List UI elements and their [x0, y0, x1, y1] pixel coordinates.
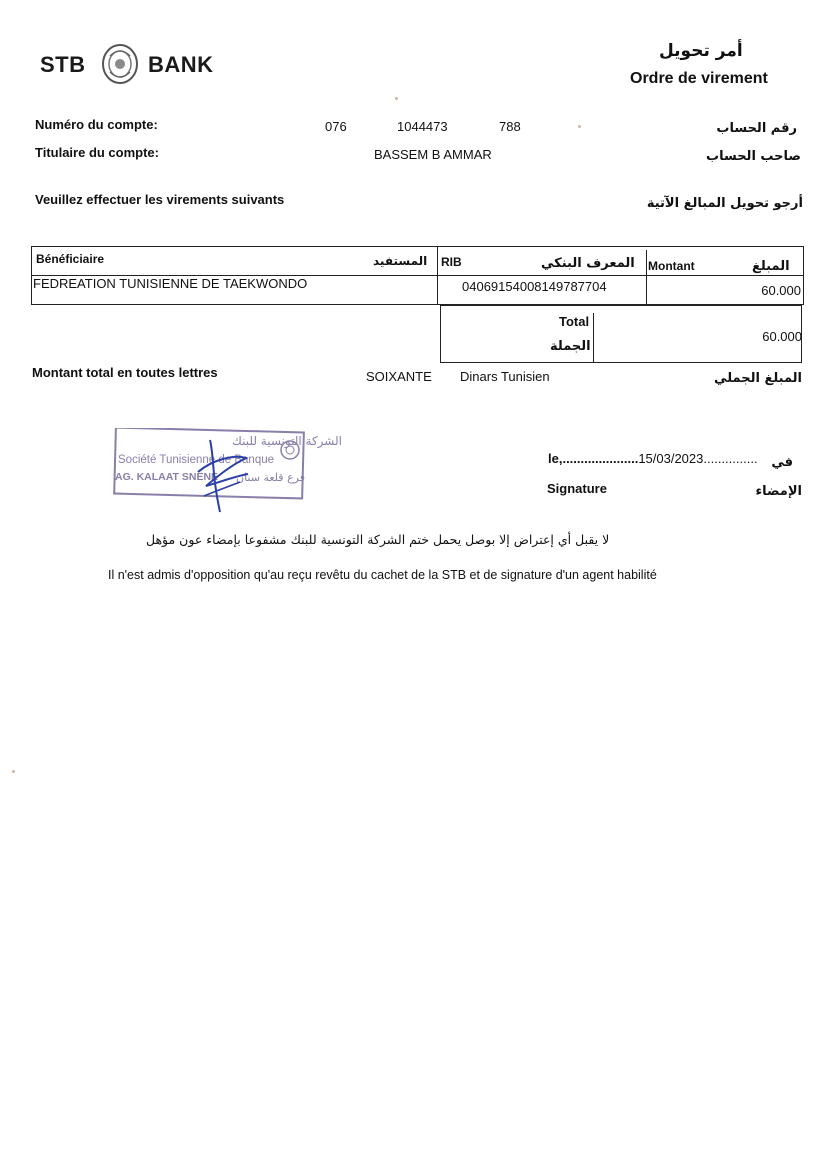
col-rib-ar: المعرف البنكي: [541, 256, 635, 271]
signature-label-ar: الإمضاء: [755, 484, 802, 499]
scan-speck: [12, 770, 15, 773]
footer-note-fr: Il n'est admis d'opposition qu'au reçu revêtu du cachet de la STB et de signature d'un agent habilité: [108, 568, 657, 582]
row-amount: 60.000: [761, 283, 801, 298]
signature-label-fr: Signature: [547, 481, 607, 496]
title-ar: أمر تحويل: [659, 41, 743, 61]
scan-speck: [395, 97, 398, 100]
total-words-label: Montant total en toutes lettres: [32, 365, 218, 380]
stamp-line-fr: Société Tunisienne de Banque: [118, 454, 275, 466]
total-label-fr: Total: [559, 314, 590, 329]
handwritten-signature-icon: [190, 436, 260, 516]
account-number-label-ar: رقم الحساب: [716, 121, 797, 136]
footer-note-ar: لا يقبل أي إعتراض إلا بوصل يحمل ختم الشركة التونسية للبنك مشفوعا بإمضاء عون مؤهل: [146, 532, 610, 547]
date-prefix: le,.....................: [548, 451, 639, 466]
instruction-fr: Veuillez effectuer les virements suivants: [35, 192, 285, 207]
date-value: 15/03/2023: [638, 451, 704, 466]
date-line: [548, 451, 758, 466]
account-branch-code: 076: [325, 119, 347, 134]
account-key: 788: [499, 119, 521, 134]
col-beneficiary-fr: Bénéficiaire: [36, 252, 105, 266]
account-holder-label: Titulaire du compte:: [35, 145, 159, 160]
col-beneficiary-ar: المستفيد: [373, 254, 428, 268]
row-rib: 04069154008149787704: [462, 279, 607, 294]
total-label-ar: الجملة: [550, 339, 591, 354]
col-rib-fr: RIB: [441, 255, 462, 269]
date-suffix: ...............: [703, 451, 758, 466]
stamp-branch: AG. KALAAT SNENE: [115, 471, 219, 483]
bank-name-stb: STB: [40, 52, 86, 77]
scan-speck: [578, 125, 581, 128]
total-words-currency: Dinars Tunisien: [460, 369, 550, 384]
date-label-ar: في: [771, 455, 793, 470]
row-beneficiary: FEDREATION TUNISIENNE DE TAEKWONDO: [33, 276, 308, 291]
total-value: 60.000: [762, 329, 802, 344]
instruction-ar: أرجو تحويل المبالغ الآتية: [646, 196, 803, 211]
col-amount-ar: المبلغ: [752, 259, 790, 274]
account-holder-value: BASSEM B AMMAR: [374, 147, 492, 162]
col-amount-fr: Montant: [648, 259, 695, 273]
account-holder-label-ar: صاحب الحساب: [706, 149, 801, 164]
stamp-line-ar-top: الشركة التونسية للبنك: [232, 434, 342, 448]
account-number-label: Numéro du compte:: [35, 117, 158, 132]
total-words-value: SOIXANTE: [366, 369, 432, 384]
title-fr: Ordre de virement: [630, 70, 768, 87]
account-number: 1044473: [397, 119, 448, 134]
stb-emblem-icon: [100, 42, 140, 86]
bank-name-bank: BANK: [148, 52, 214, 77]
stamp-line-ar-bottom: فرع قلعة سنان: [236, 471, 305, 484]
total-words-label-ar: المبلغ الجملي: [714, 371, 802, 386]
